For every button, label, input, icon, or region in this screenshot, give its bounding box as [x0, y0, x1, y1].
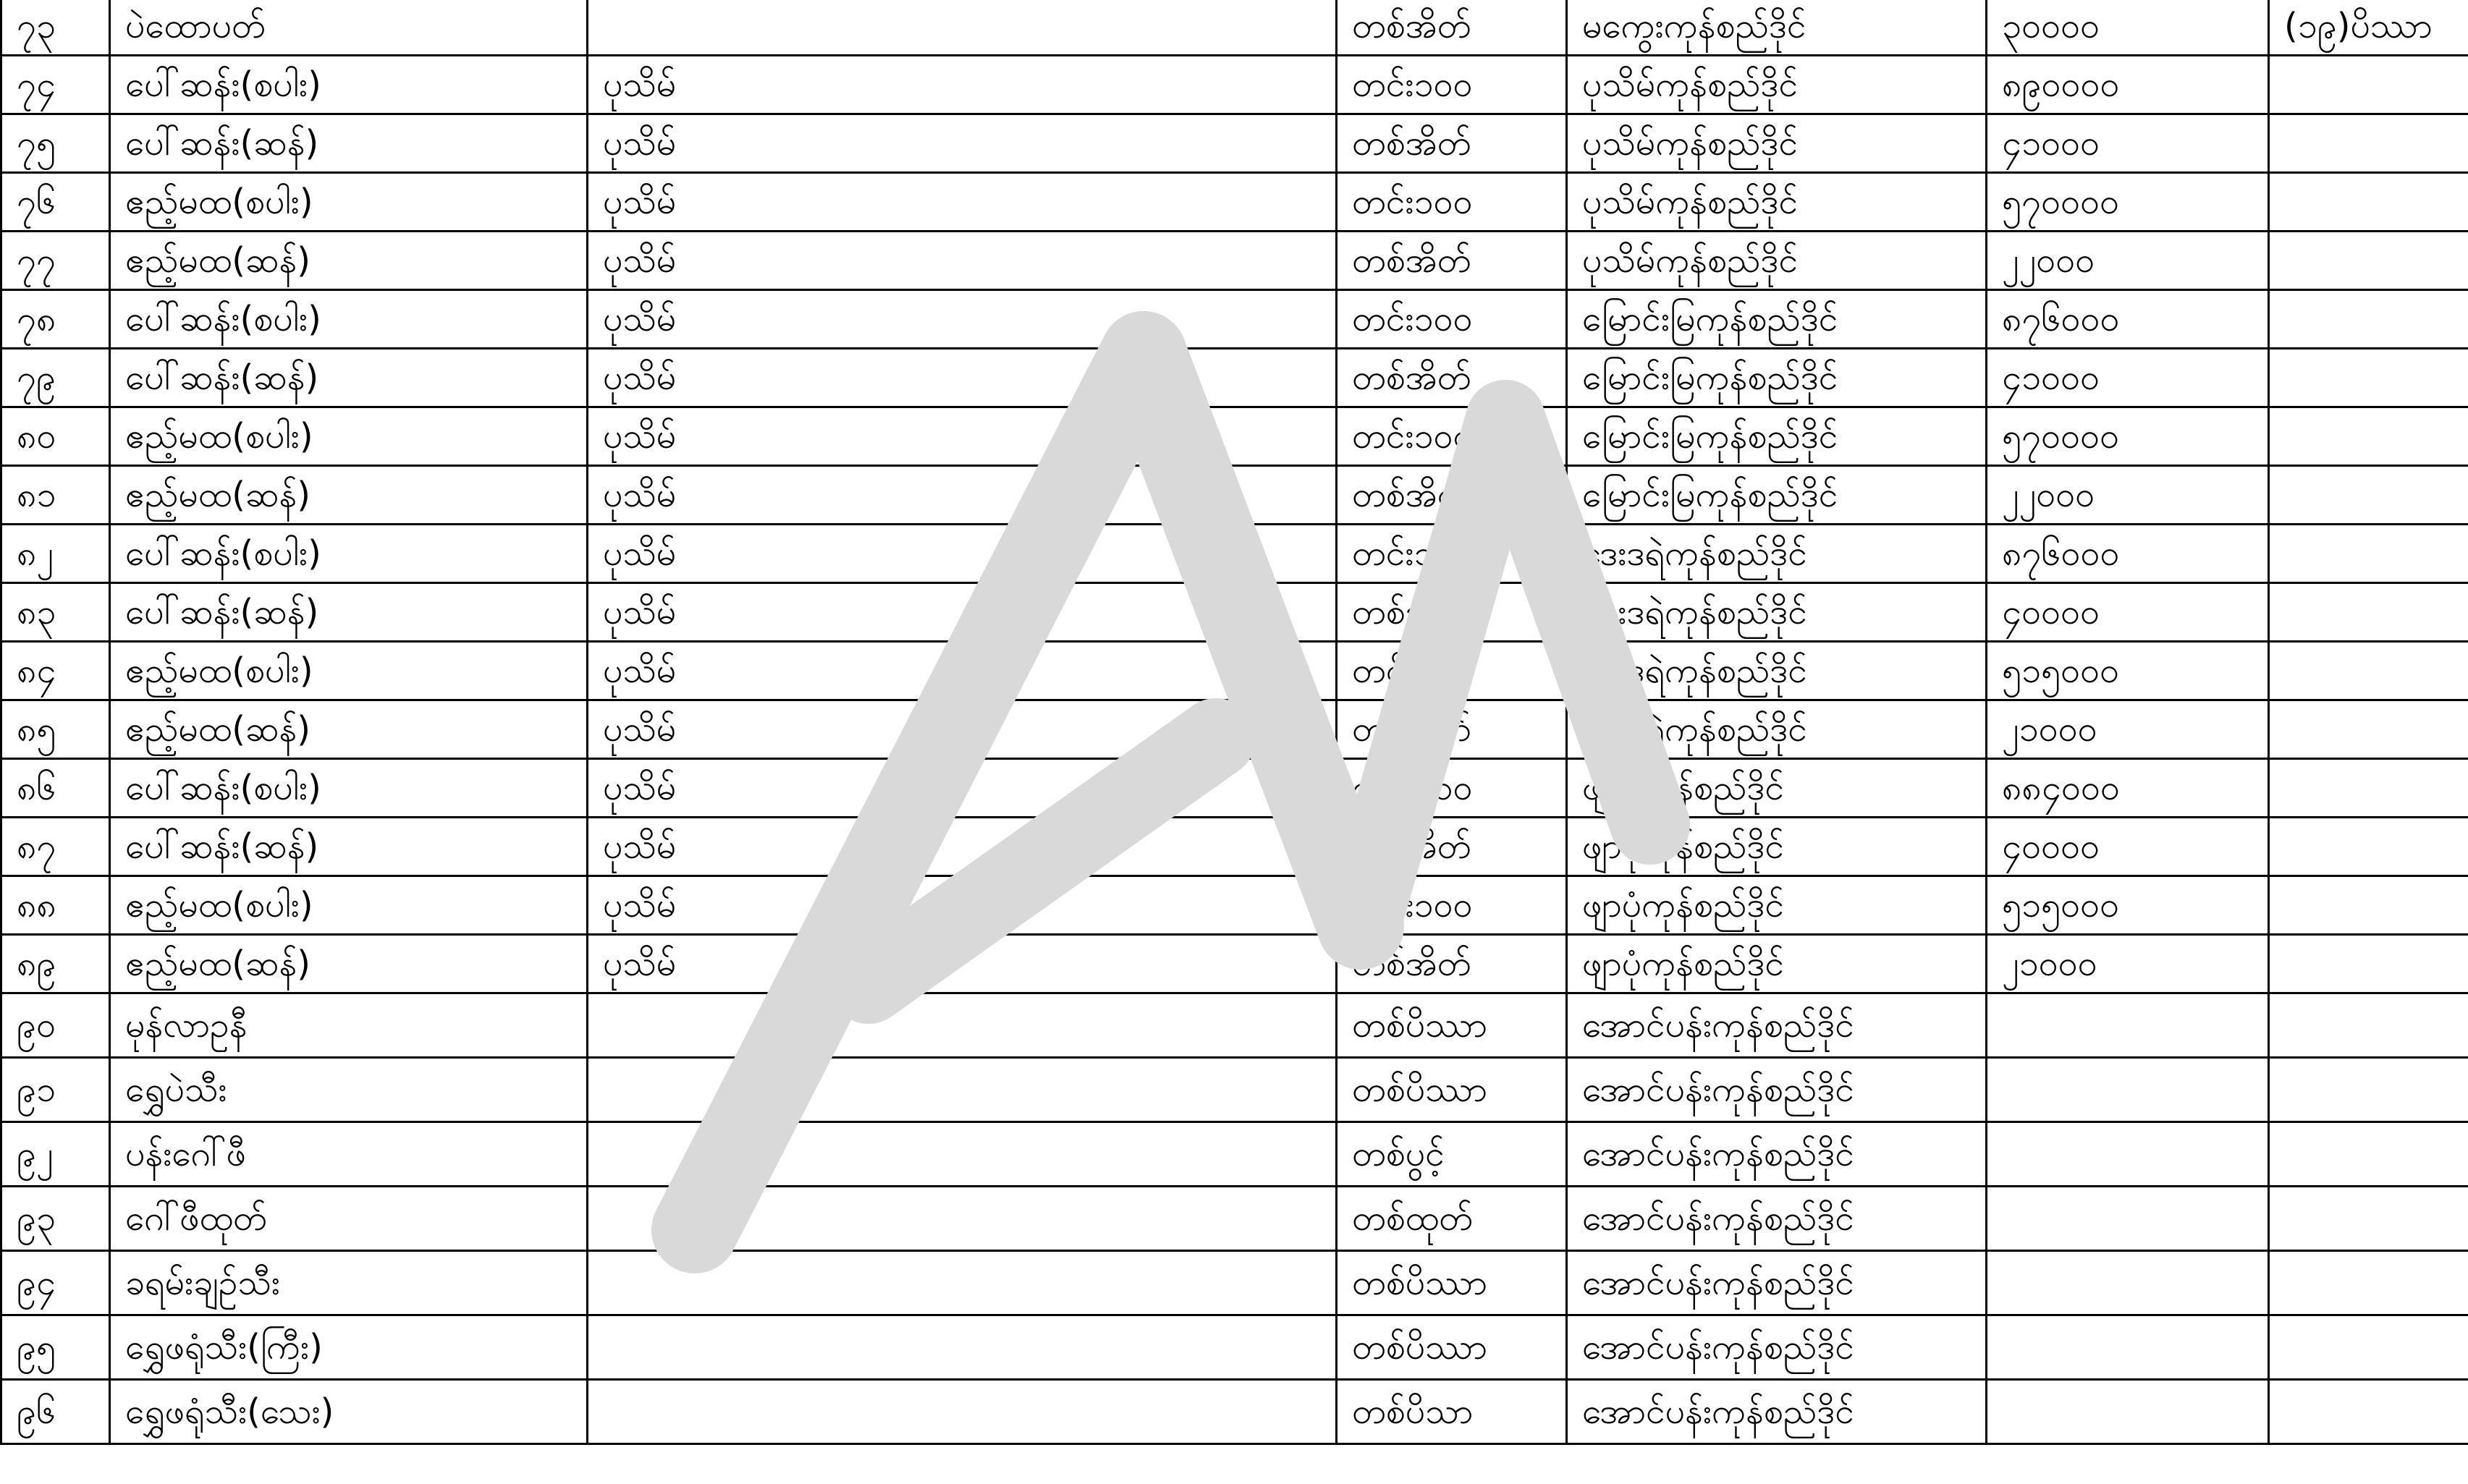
note-cell: [2269, 1315, 2468, 1380]
origin-cell: ပုသိမ်: [588, 700, 1337, 759]
price-cell: ၅၁၅၀၀၀: [1987, 876, 2269, 935]
row-number-cell: ၇၆: [1, 173, 110, 232]
market-cell: ဒေးဒရဲကုန်စည်ဒိုင်: [1567, 583, 1987, 642]
row-number-cell: ၇၃: [1, 0, 110, 56]
price-cell: [1987, 993, 2269, 1058]
table-row: [1, 114, 2468, 173]
item-name-cell: ခရမ်းချဉ်သီး: [110, 1251, 588, 1315]
note-cell: [2269, 993, 2468, 1058]
table-row: [1, 935, 2468, 993]
item-name-cell: ဧည့်မထ(ဆန်): [110, 232, 588, 290]
table-row: [1, 1251, 2468, 1315]
note-cell: [2269, 173, 2468, 232]
item-name-cell: ရွှေဖရုံသီး(သေး): [110, 1380, 588, 1444]
row-number-cell: ၇၈: [1, 290, 110, 349]
origin-cell: [588, 1251, 1337, 1315]
market-cell: မြောင်းမြကုန်စည်ဒိုင်: [1567, 407, 1987, 466]
price-cell: ၂၂၀၀၀: [1987, 466, 2269, 525]
unit-cell: တစ်ပိဿာ: [1337, 1058, 1567, 1122]
unit-cell: တင်း၁၀၀: [1337, 525, 1567, 583]
origin-cell: ပုသိမ်: [588, 349, 1337, 407]
note-cell: [2269, 759, 2468, 818]
unit-cell: တစ်အိတ်: [1337, 466, 1567, 525]
price-cell: [1987, 1058, 2269, 1122]
row-number-cell: ၈၃: [1, 583, 110, 642]
item-name-cell: ပေါ်ဆန်း(ဆန်): [110, 818, 588, 876]
price-cell: ၄၀၀၀၀: [1987, 818, 2269, 876]
table-row: [1, 818, 2468, 876]
price-cell: [1987, 1122, 2269, 1187]
item-name-cell: ဧည့်မထ(စပါး): [110, 173, 588, 232]
market-cell: အောင်ပန်းကုန်စည်ဒိုင်: [1567, 1380, 1987, 1444]
item-name-cell: ပေါ်ဆန်း(စပါး): [110, 56, 588, 114]
table-row: [1, 642, 2468, 700]
note-cell: [2269, 56, 2468, 114]
market-cell: ဒေးဒရဲကုန်စည်ဒိုင်: [1567, 642, 1987, 700]
origin-cell: ပုသိမ်: [588, 642, 1337, 700]
item-name-cell: ပဲထောပတ်: [110, 0, 588, 56]
origin-cell: ပုသိမ်: [588, 173, 1337, 232]
table-row: [1, 0, 2468, 56]
market-cell: ပုသိမ်ကုန်စည်ဒိုင်: [1567, 173, 1987, 232]
market-cell: ဒေးဒရဲကုန်စည်ဒိုင်: [1567, 700, 1987, 759]
unit-cell: တင်း၁၀၀: [1337, 173, 1567, 232]
note-cell: [2269, 876, 2468, 935]
market-cell: ဒေးဒရဲကုန်စည်ဒိုင်: [1567, 525, 1987, 583]
item-name-cell: ပန်းဂေါ်ဖီ: [110, 1122, 588, 1187]
table-row: [1, 759, 2468, 818]
unit-cell: တင်း၁၀၀: [1337, 290, 1567, 349]
market-cell: ပုသိမ်ကုန်စည်ဒိုင်: [1567, 114, 1987, 173]
price-cell: ၄၁၀၀၀: [1987, 114, 2269, 173]
note-cell: [2269, 642, 2468, 700]
table-row: [1, 466, 2468, 525]
market-cell: အောင်ပန်းကုန်စည်ဒိုင်: [1567, 1315, 1987, 1380]
origin-cell: ပုသိမ်: [588, 466, 1337, 525]
row-number-cell: ၉၅: [1, 1315, 110, 1380]
unit-cell: တစ်ပိဿာ: [1337, 1251, 1567, 1315]
row-number-cell: ၈၅: [1, 700, 110, 759]
market-cell: မြောင်းမြကုန်စည်ဒိုင်: [1567, 466, 1987, 525]
market-cell: အောင်ပန်းကုန်စည်ဒိုင်: [1567, 993, 1987, 1058]
price-cell: ၂၂၀၀၀: [1987, 232, 2269, 290]
note-cell: [2269, 407, 2468, 466]
item-name-cell: ဧည့်မထ(ဆန်): [110, 935, 588, 993]
market-cell: အောင်ပန်းကုန်စည်ဒိုင်: [1567, 1122, 1987, 1187]
row-number-cell: ၇၇: [1, 232, 110, 290]
price-cell: ၈၇၆၀၀၀: [1987, 525, 2269, 583]
unit-cell: တင်း၁၀၀: [1337, 876, 1567, 935]
market-cell: အောင်ပန်းကုန်စည်ဒိုင်: [1567, 1187, 1987, 1251]
row-number-cell: ၇၉: [1, 349, 110, 407]
origin-cell: [588, 1122, 1337, 1187]
origin-cell: ပုသိမ်: [588, 935, 1337, 993]
item-name-cell: မုန်လာဥနီ: [110, 993, 588, 1058]
market-cell: အောင်ပန်းကုန်စည်ဒိုင်: [1567, 1058, 1987, 1122]
note-cell: [2269, 232, 2468, 290]
row-number-cell: ၇၅: [1, 114, 110, 173]
origin-cell: [588, 1187, 1337, 1251]
unit-cell: တစ်ပိဿာ: [1337, 993, 1567, 1058]
origin-cell: [588, 993, 1337, 1058]
item-name-cell: ဧည့်မထ(ဆန်): [110, 700, 588, 759]
note-cell: [2269, 525, 2468, 583]
unit-cell: တစ်အိတ်: [1337, 0, 1567, 56]
origin-cell: ပုသိမ်: [588, 525, 1337, 583]
origin-cell: ပုသိမ်: [588, 583, 1337, 642]
price-cell: [1987, 1187, 2269, 1251]
row-number-cell: ၈၁: [1, 466, 110, 525]
market-cell: ဖျာပုံကုန်စည်ဒိုင်: [1567, 935, 1987, 993]
table-row: [1, 700, 2468, 759]
price-cell: ၅၁၅၀၀၀: [1987, 642, 2269, 700]
market-cell: ဖျာပုံကုန်စည်ဒိုင်: [1567, 759, 1987, 818]
price-cell: ၅၇၀၀၀၀: [1987, 173, 2269, 232]
origin-cell: ပုသိမ်: [588, 759, 1337, 818]
row-number-cell: ၉၆: [1, 1380, 110, 1444]
unit-cell: တစ်ထုတ်: [1337, 1187, 1567, 1251]
item-name-cell: ရွှေပဲသီး: [110, 1058, 588, 1122]
market-cell: အောင်ပန်းကုန်စည်ဒိုင်: [1567, 1251, 1987, 1315]
table-row: [1, 56, 2468, 114]
market-cell: မြောင်းမြကုန်စည်ဒိုင်: [1567, 349, 1987, 407]
row-number-cell: ၉၂: [1, 1122, 110, 1187]
table-row: [1, 1187, 2468, 1251]
origin-cell: [588, 0, 1337, 56]
origin-cell: ပုသိမ်: [588, 232, 1337, 290]
row-number-cell: ၈၂: [1, 525, 110, 583]
row-number-cell: ၈၄: [1, 642, 110, 700]
table-row: [1, 583, 2468, 642]
note-cell: [2269, 290, 2468, 349]
unit-cell: တစ်အိတ်: [1337, 232, 1567, 290]
item-name-cell: ပေါ်ဆန်း(ဆန်): [110, 114, 588, 173]
unit-cell: တစ်ပိသာ: [1337, 1380, 1567, 1444]
price-cell: ၈၉၀၀၀၀: [1987, 56, 2269, 114]
origin-cell: ပုသိမ်: [588, 56, 1337, 114]
unit-cell: တစ်အိတ်: [1337, 349, 1567, 407]
table-row: [1, 1315, 2468, 1380]
item-name-cell: ပေါ်ဆန်း(စပါး): [110, 525, 588, 583]
origin-cell: ပုသိမ်: [588, 876, 1337, 935]
item-name-cell: ဂေါ်ဖီထုတ်: [110, 1187, 588, 1251]
note-cell: [2269, 114, 2468, 173]
note-cell: [2269, 1380, 2468, 1444]
market-cell: ပုသိမ်ကုန်စည်ဒိုင်: [1567, 232, 1987, 290]
table-row: [1, 876, 2468, 935]
item-name-cell: ပေါ်ဆန်း(ဆန်): [110, 583, 588, 642]
item-name-cell: ရွှေဖရုံသီး(ကြီး): [110, 1315, 588, 1380]
table-row: [1, 1122, 2468, 1187]
note-cell: (၁၉)ပိဿာ: [2269, 0, 2468, 56]
row-number-cell: ၉၃: [1, 1187, 110, 1251]
note-cell: [2269, 1187, 2468, 1251]
unit-cell: တင်း၁၀၀: [1337, 407, 1567, 466]
price-cell: ၄၁၀၀၀: [1987, 349, 2269, 407]
price-cell: ၄၀၀၀၀: [1987, 583, 2269, 642]
origin-cell: ပုသိမ်: [588, 818, 1337, 876]
table-row: [1, 349, 2468, 407]
unit-cell: တင်း၁၀၀: [1337, 759, 1567, 818]
row-number-cell: ၈၀: [1, 407, 110, 466]
row-number-cell: ၈၉: [1, 935, 110, 993]
price-cell: ၈၇၆၀၀၀: [1987, 290, 2269, 349]
row-number-cell: ၉၄: [1, 1251, 110, 1315]
row-number-cell: ၇၄: [1, 56, 110, 114]
table-row: [1, 407, 2468, 466]
origin-cell: [588, 1058, 1337, 1122]
market-cell: ပုသိမ်ကုန်စည်ဒိုင်: [1567, 56, 1987, 114]
table-row: [1, 290, 2468, 349]
note-cell: [2269, 466, 2468, 525]
note-cell: [2269, 935, 2468, 993]
price-cell: ၂၁၀၀၀: [1987, 700, 2269, 759]
note-cell: [2269, 700, 2468, 759]
table-row: [1, 1380, 2468, 1444]
row-number-cell: ၉၀: [1, 993, 110, 1058]
origin-cell: ပုသိမ်: [588, 290, 1337, 349]
table-row: [1, 525, 2468, 583]
item-name-cell: ဧည့်မထ(စပါး): [110, 642, 588, 700]
unit-cell: တစ်အိတ်: [1337, 935, 1567, 993]
unit-cell: တစ်ပွင့်: [1337, 1122, 1567, 1187]
origin-cell: ပုသိမ်: [588, 114, 1337, 173]
note-cell: [2269, 818, 2468, 876]
price-cell: ၈၈၄၀၀၀: [1987, 759, 2269, 818]
market-cell: မကွေးကုန်စည်ဒိုင်: [1567, 0, 1987, 56]
note-cell: [2269, 583, 2468, 642]
item-name-cell: ပေါ်ဆန်း(စပါး): [110, 759, 588, 818]
note-cell: [2269, 1251, 2468, 1315]
item-name-cell: ဧည့်မထ(စပါး): [110, 876, 588, 935]
table-row: [1, 232, 2468, 290]
note-cell: [2269, 1122, 2468, 1187]
market-cell: မြောင်းမြကုန်စည်ဒိုင်: [1567, 290, 1987, 349]
note-cell: [2269, 1058, 2468, 1122]
table-row: [1, 993, 2468, 1058]
item-name-cell: ဧည့်မထ(ဆန်): [110, 466, 588, 525]
unit-cell: တစ်အိတ်: [1337, 114, 1567, 173]
price-cell: ၅၇၀၀၀၀: [1987, 407, 2269, 466]
item-name-cell: ဧည့်မထ(စပါး): [110, 407, 588, 466]
row-number-cell: ၉၁: [1, 1058, 110, 1122]
item-name-cell: ပေါ်ဆန်း(ဆန်): [110, 349, 588, 407]
unit-cell: တစ်အိတ်: [1337, 583, 1567, 642]
price-cell: ၃၀၀၀၀: [1987, 0, 2269, 56]
market-cell: ဖျာပုံကုန်စည်ဒိုင်: [1567, 876, 1987, 935]
row-number-cell: ၈၇: [1, 818, 110, 876]
unit-cell: တင်း၁၀၀: [1337, 56, 1567, 114]
row-number-cell: ၈၈: [1, 876, 110, 935]
item-name-cell: ပေါ်ဆန်း(စပါး): [110, 290, 588, 349]
unit-cell: တစ်အိတ်: [1337, 818, 1567, 876]
origin-cell: [588, 1380, 1337, 1444]
table-row: [1, 173, 2468, 232]
unit-cell: တင်း၁၀၀: [1337, 642, 1567, 700]
row-number-cell: ၈၆: [1, 759, 110, 818]
price-cell: ၂၁၀၀၀: [1987, 935, 2269, 993]
origin-cell: [588, 1315, 1337, 1380]
market-cell: ဖျာပုံကုန်စည်ဒိုင်: [1567, 818, 1987, 876]
origin-cell: ပုသိမ်: [588, 407, 1337, 466]
note-cell: [2269, 349, 2468, 407]
table-body: [1, 0, 2468, 1444]
price-cell: [1987, 1380, 2269, 1444]
price-cell: [1987, 1251, 2269, 1315]
unit-cell: တစ်အိတ်: [1337, 700, 1567, 759]
price-cell: [1987, 1315, 2269, 1380]
unit-cell: တစ်ပိဿာ: [1337, 1315, 1567, 1380]
table-row: [1, 1058, 2468, 1122]
